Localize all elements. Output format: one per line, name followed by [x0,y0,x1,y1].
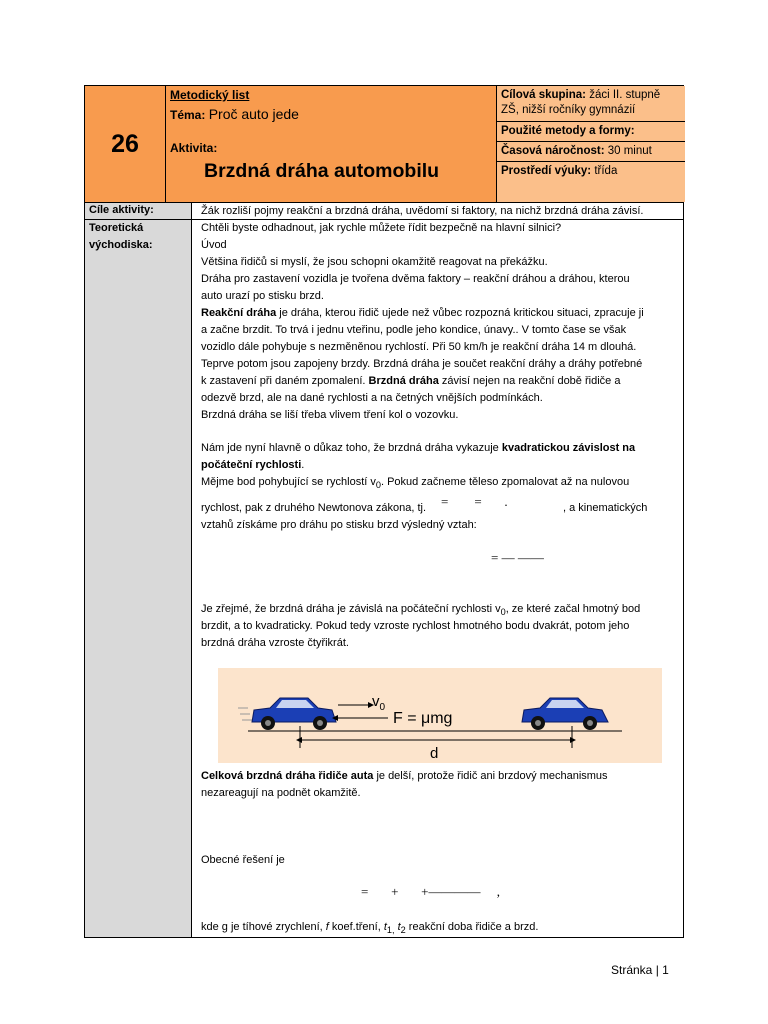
prostredi-value: třída [594,165,618,177]
line-23: Obecné řešení je [201,854,285,866]
v0-label-sub: 0 [379,702,386,713]
line-16c: , a kinematických [563,502,648,514]
line-24c: reakční doba řidiče a brzd. [405,921,539,933]
v0-label [372,693,386,713]
line-3: Většina řidičů si myslí, že jsou schopni okamžitě reagovat na překážku. [201,256,548,268]
line-21-text: je delší, protože řidič ani brzdový mechanismus [373,770,608,782]
f-var: f [325,921,329,933]
braking-formula: = — —— [491,550,544,565]
cilova-value2: ZŠ, nižší ročníky gymnázií [501,104,636,116]
force-label: F = μmg [393,710,453,727]
line-4: Dráha pro zastavení vozidla je tvořena dvěma faktory – reakční dráhou a dráhou, kterou [201,273,630,285]
prostredi-label: Prostředí výuky: [501,165,592,177]
line-6 [201,305,644,322]
line-13 [201,440,635,457]
header-middle [166,86,497,202]
line-8: vozidlo dále pohybuje s nezměněnou rychlostí. Při 50 km/h je reakční dráha 14 m dlouhá. [201,341,637,353]
metody-label: Použité metody a formy: [501,125,635,137]
worksheet [84,85,684,938]
line-19: brzdit, a to kvadraticky. Pokud tedy vzroste rychlost hmotného bodu dvakrát, potom jeho [201,620,630,632]
teoreticka-label1: Teoretická [89,222,144,234]
line-14 [201,457,304,474]
cilova-value: žáci II. stupně [589,89,661,101]
line-5: auto urazí po stisku brzd. [201,290,324,302]
line-12: Brzdná dráha se liší třeba vlivem tření kol o vozovku. [201,409,459,421]
line-1: Chtěli byste odhadnout, jak rychle můžete řídit bezpečně na hlavní silnici? [201,222,562,234]
line-2: Úvod [201,239,227,251]
line-11: odezvě brzd, ale na dané rychlosti a na četných vnějších podmínkách. [201,392,543,404]
v0-sub-2: 0 [500,607,506,618]
prostredi-vyuky [497,162,685,202]
kvadraticka-bold: kvadratickou závislost na [501,442,636,454]
page-footer: Stránka | 1 [611,963,669,977]
line-21 [201,768,608,785]
distance-arrowhead-left [296,737,302,743]
motion-lines [238,708,252,720]
line-20: brzdná dráha vzroste čtyřikrát. [201,637,349,649]
distance-label: d [430,745,439,762]
line-17: vztahů získáme pro dráhu po stisku brzd výsledný vztah: [201,519,477,531]
cile-label: Cíle aktivity: [85,203,192,219]
cilova-skupina [497,86,685,122]
line-10a: k zastavení při daném zpomalení. [201,375,369,387]
line-6-text: je dráha, kterou řidič ujede než vůbec rozpozná kritickou situaci, zpracuje ji [276,307,644,319]
line-24b: koef.tření, [328,921,384,933]
tema-label: Téma: [170,108,206,122]
line-9: Teprve potom jsou zapojeny brzdy. Brzdná dráha je součet reakční dráhy a dráhy potřebné [201,358,643,370]
line-15 [201,474,629,494]
distance-arrowhead-right [570,737,576,743]
car-left-icon [252,698,336,730]
content-table [84,203,684,938]
line-16: rychlost, pak z druhého Newtonova zákona, tj. [201,502,427,514]
braking-diagram [218,668,662,763]
line-24a: kde g je tíhové zrychlení, [201,921,326,933]
tema [170,106,299,122]
line-18a: Je zřejmé, že brzdná dráha je závislá na počáteční rychlosti v [201,603,501,615]
line-13a: Nám jde nyní hlavně o důkaz toho, že brzdná dráha vykazuje [201,442,502,454]
line-15a: Mějme bod pohybující se rychlostí v [201,476,376,488]
braking-illustration [218,668,662,763]
sheet-number: 26 [85,86,166,202]
line-7: a začne brzdit. To trvá i jednu vteřinu, podle jeho kondice, únavy.. V tomto čase se však [201,324,627,336]
narocnost-value: 30 minut [607,145,652,157]
pouzite-metody [497,122,685,142]
line-14-dot: . [301,459,305,471]
v0-sub: 0 [375,480,381,491]
line-18b: , ze které začal hmotný bod [505,603,641,615]
celkova-draha-bold: Celková brzdná dráha řidiče auta [201,770,374,782]
t1-var: t [383,921,387,933]
v0-letter: v [372,693,380,710]
cile-text: Žák rozliší pojmy reakční a brzdná dráha, uvědomí si faktory, na nichž brzdná dráha závisí. [201,205,644,217]
line-24 [201,919,538,939]
line-10c: závisí nejen na reakční době řidiče a [438,375,621,387]
t1-sub: 1, [386,925,395,936]
pocatecni-rychlost-bold: počáteční rychlosti [201,459,302,471]
metodicky-list-label: Metodický list [170,88,250,102]
header-block [84,85,684,203]
row-teoreticka [85,220,683,937]
cilova-label: Cílová skupina: [501,89,586,101]
row-cile [85,203,683,220]
line-15b: . Pokud začneme těleso zpomalovat až na nulovou [380,476,630,488]
narocnost-label: Časová náročnost: [501,145,605,157]
teoreticka-label2: východiska: [89,239,153,251]
newton-formula: = = . [441,494,508,509]
car-right-icon [522,698,608,730]
casova-narocnost [497,142,685,162]
line-22: nezareagují na podnět okamžitě. [201,787,361,799]
header-right [497,86,685,202]
line-10 [201,373,620,390]
tema-value: Proč auto jede [208,106,299,122]
activity-title: Brzdná dráha automobilu [204,160,440,182]
brzdna-draha-bold: Brzdná dráha [368,375,439,387]
t2-sub: 2 [400,925,406,936]
teoreticka-label [85,220,192,937]
general-formula: = + +———— , [361,884,500,899]
aktivita-label: Aktivita: [170,141,218,155]
reakcni-draha-bold: Reakční dráha [201,307,277,319]
t2-var: t [394,921,401,933]
